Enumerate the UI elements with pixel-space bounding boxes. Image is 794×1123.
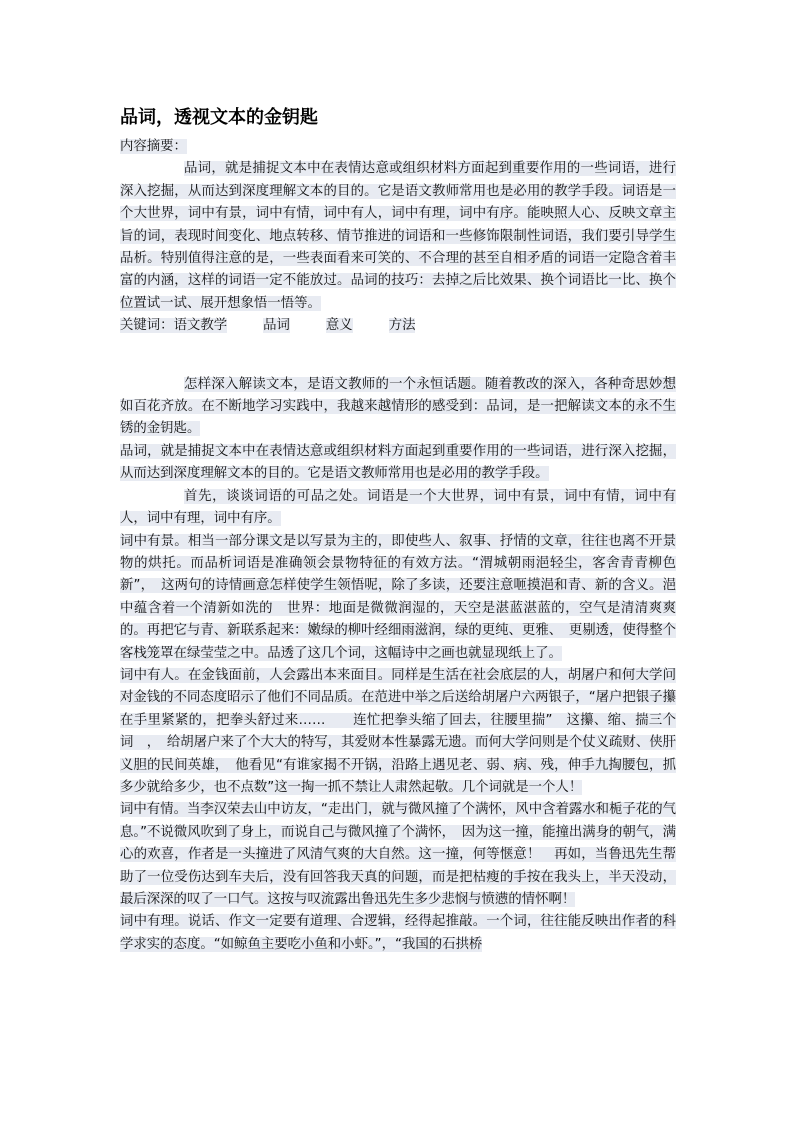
body-paragraph: 首先，谈谈词语的可品之处。词语是一个大世界，词中有景，词中有情，词中有人，词中有理，词中有序。	[120, 488, 676, 527]
keywords-label: 关键词：	[120, 318, 174, 334]
abstract-text: 品词，就是捕捉文本中在表情达意或组织材料方面起到重要作用的一些词语，进行深入挖掘，从而达到深度理解文本的目的。它是语文教师常用也是必用的教学手段。词语是一个大世界，词中有景，词中有情，词中有人，词中有理，词中有序。能映照人心、反映文章主旨的词，表现时间变化、地点转移、情节推进的词语和一些修饰限制性词语，我们要引导学生品析。特别值得注意的是，一些表面看来可笑的、不合理的甚至自相矛盾的词语一定隐含着丰富的内涵，这样的词语一定不能放过。品词的技巧：去掉之后比效果、换个词语比一比、换个位置试一试、展开想象悟一悟等。	[120, 161, 676, 311]
body-text	[120, 374, 676, 957]
keyword: 方法	[388, 318, 416, 334]
keyword: 意义	[325, 318, 353, 334]
body-paragraph: 怎样深入解读文本，是语文教师的一个永恒话题。随着教改的深入，各种奇思妙想如百花齐放。在不断地学习实践中，我越来越情形的感受到：品词，是一把解读文本的永不生锈的金钥匙。	[120, 376, 676, 437]
body-paragraph: 词中有理。说话、作文一定要有道理、合逻辑，经得起推敲。一个词，往往能反映出作者的科学求实的态度。“如鲸鱼主要吃小鱼和小虾。”，“我国的石拱桥	[120, 914, 676, 952]
keywords-line	[120, 315, 676, 337]
body-paragraph: 词中有人。在金钱面前，人会露出本来面目。同样是生活在社会底层的人，胡屠户和何大学问对金钱的不同态度昭示了他们不同品质。在范进中举之后送给胡屠户六两银子，“屠户把银子攥在手里紧紧的，把拳头舒过来…… 连忙把拳头缩了回去，往腰里揣” 这攥、缩、揣三个词 ， 给胡屠户来了个大大的特写，其爱财本性暴露无遗。而何大学问则是个仗义疏财、侠肝义胆的民间英雄， 他看见“有谁家揭不开锅，沿路上遇见老、弱、病、残，伸手九掏腰包，抓多少就给多少，也不点数”这一掏一抓不禁让人肃然起敬。几个词就是一个人！	[120, 667, 676, 795]
keyword: 语文教学	[173, 318, 228, 334]
abstract-label: 内容摘要：	[120, 139, 187, 154]
abstract-section	[120, 136, 676, 338]
body-paragraph: 品词，就是捕捉文本中在表情达意或组织材料方面起到重要作用的一些词语，进行深入挖掘，从而达到深度理解文本的目的。它是语文教师常用也是必用的教学手段。	[120, 443, 676, 482]
body-paragraph: 词中有情。当李汉荣去山中访友，“走出门，就与微风撞了个满怀，风中含着露水和栀子花的气息。”不说微风吹到了身上，而说自己与微风撞了个满怀， 因为这一撞，能撞出满身的朝气，满心的欢喜，作者是一头撞进了风清气爽的大自然。这一撞，何等惬意！ 再如，当鲁迅先生帮助了一位受伤达到车夫后，没有回答我天真的问题，而是把枯瘦的手按在我头上，半天没动，最后深深的叹了一口气。这按与叹流露出鲁迅先生多少悲悯与愤懑的情怀啊！	[120, 802, 676, 907]
keyword: 品词	[263, 318, 290, 334]
document-page	[120, 104, 676, 956]
document-title: 品词，透视文本的金钥匙	[120, 107, 318, 128]
body-paragraph: 词中有景。相当一部分课文是以写景为主的，即使些人、叙事、抒情的文章，往往也离不开景物的烘托。而品析词语是准确领会景物特征的有效方法。“渭城朝雨浥轻尘，客舍青青柳色新”， 这两句的诗情画意怎样使学生领悟呢，除了多读，还要注意咂摸浥和青、新的含义。浥中蕴含着一个清新如洗的 世界：地面是微微润湿的，天空是湛蓝湛蓝的，空气是清清爽爽的。再把它与青、新联系起来：嫩绿的柳叶经细雨滋润，绿的更纯、更雅、 更剔透，使得整个客栈笼罩在绿莹莹之中。品透了这几个词，这幅诗中之画也就显现纸上了。	[120, 533, 676, 661]
